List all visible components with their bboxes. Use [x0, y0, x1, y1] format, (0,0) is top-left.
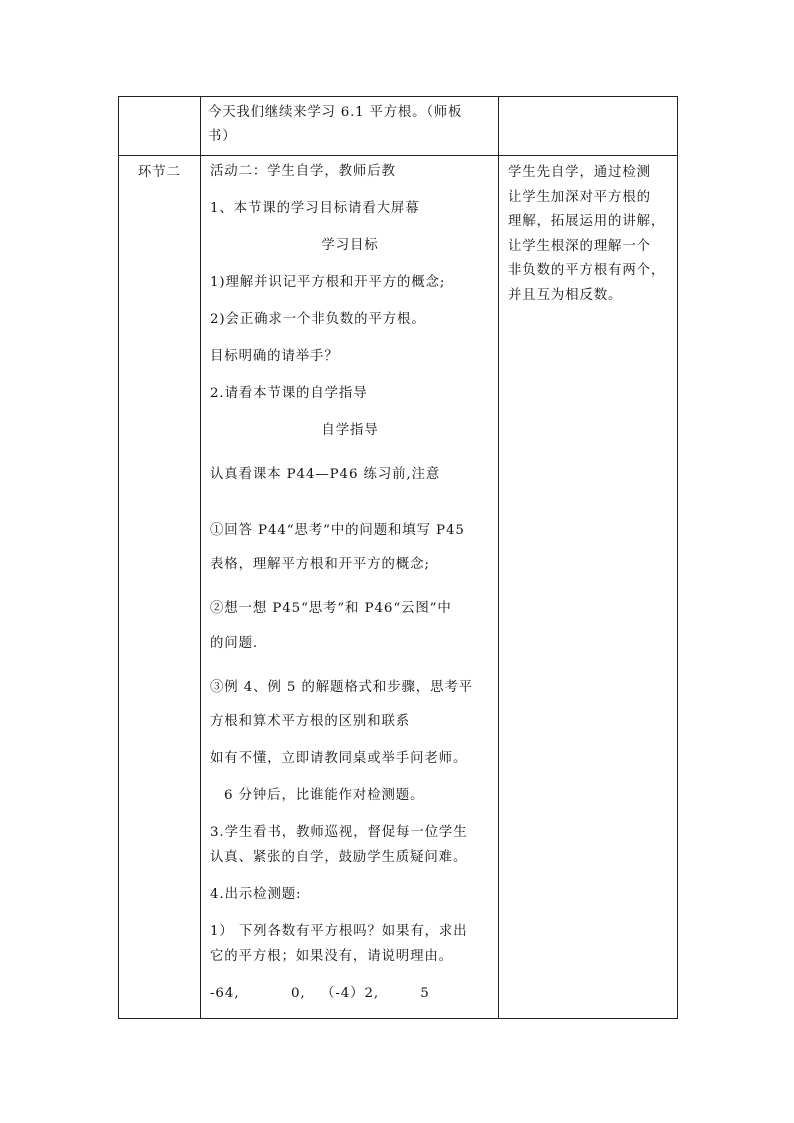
- section-heading: 自学指导: [321, 423, 379, 438]
- content-line: 6 分钟后，比谁能作对检测题。: [224, 788, 425, 803]
- content-line: ②想一想 P45“思考”和 P46“云图”中: [210, 601, 452, 616]
- note-line: 让学生根深的理解一个: [508, 238, 651, 254]
- content-line: 书）: [208, 129, 237, 144]
- table-row: [119, 156, 678, 1019]
- note-cell: [499, 156, 678, 1019]
- content-cell: [201, 156, 499, 1019]
- content-line: 认真看课本 P44—P46 练习前,注意: [210, 467, 441, 482]
- content-line: ①回答 P44“思考”中的问题和填写 P45: [210, 523, 465, 538]
- content-line: 4.出示检测题:: [210, 887, 302, 902]
- content-line: 目标明确的请举手？: [210, 349, 339, 364]
- stage-label: 环节二: [137, 165, 182, 180]
- content-line: 1） 下列各数有平方根吗？如果有，求出: [210, 924, 468, 939]
- content-cell: [201, 97, 499, 156]
- note-line: 并且互为相反数。: [508, 287, 623, 303]
- content-line: ③例 4、例 5 的解题格式和步骤，思考平: [210, 680, 473, 695]
- content-line: 它的平方根；如果没有，请说明理由。: [210, 949, 453, 964]
- content-line: 1、本节课的学习目标请看大屏幕: [210, 201, 420, 216]
- content-line: 方根和算术平方根的区别和联系: [210, 714, 411, 729]
- stage-cell: [119, 156, 201, 1019]
- note-line: 非负数的平方根有两个，: [508, 263, 666, 278]
- content-line: 1)理解并识记平方根和开平方的概念;: [210, 275, 446, 290]
- content-line: 2)会正确求一个非负数的平方根。: [210, 312, 426, 327]
- content-line: 2.请看本节课的自学指导: [210, 386, 368, 401]
- note-line: 理解，拓展运用的讲解，: [508, 214, 666, 229]
- note-cell: [499, 97, 678, 156]
- content-line: 认真、紧张的自学，鼓励学生质疑问难。: [210, 850, 468, 865]
- content-line: 如有不懂，立即请教同桌或举手问老师。: [210, 751, 468, 766]
- note-line: 让学生加深对平方根的: [508, 189, 651, 205]
- content-line: 3.学生看书，教师巡视，督促每一位学生: [210, 825, 468, 840]
- content-line: -64, 0, （-4）2, 5: [210, 986, 430, 1001]
- stage-cell: [119, 97, 201, 156]
- table-row: [119, 97, 678, 156]
- content-line: 的问题.: [210, 636, 259, 651]
- activity-title: 活动二：学生自学，教师后教: [210, 164, 396, 179]
- content-line: 今天我们继续来学习 6.1 平方根。（师板: [208, 105, 463, 120]
- section-heading: 学习目标: [321, 238, 379, 253]
- content-line: 表格，理解平方根和开平方的概念;: [210, 557, 430, 572]
- lesson-plan-table: [118, 96, 678, 1019]
- note-line: 学生先自学，通过检测: [508, 165, 651, 180]
